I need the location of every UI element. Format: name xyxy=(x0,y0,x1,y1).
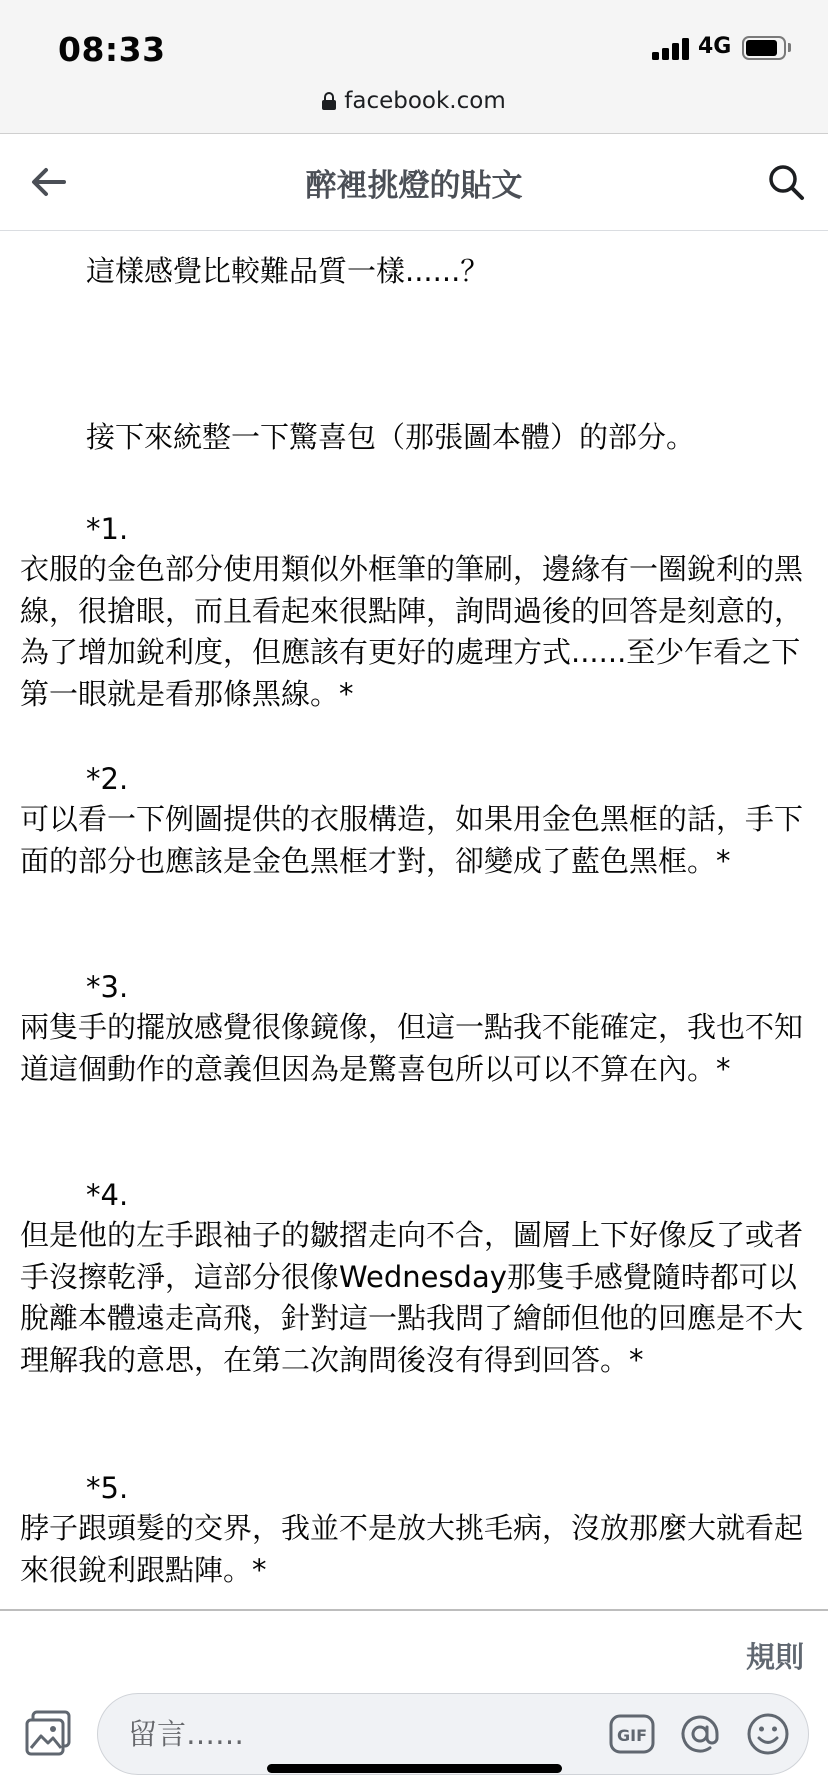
comment-box xyxy=(97,1693,809,1775)
status-bar xyxy=(0,0,828,92)
battery-tip xyxy=(788,43,791,52)
post-content xyxy=(0,232,828,1608)
item-text-4: 但是他的左手跟袖子的皺摺走向不合，圖層上下好像反了或者手沒擦乾淨，這部分很像Wednesday那隻手感覺隨時都可以脫離本體遠走高飛，針對這一點我問了繪師但他的回應是不大理解我的意思，在第二次詢問後沒有得到回答。* xyxy=(20,1218,804,1377)
url-text: facebook.com xyxy=(344,88,506,114)
post-paragraph-intro: 這樣感覺比較難品質一樣......？ xyxy=(86,254,490,288)
photo-icon xyxy=(24,1709,74,1759)
rules-link[interactable]: 規則 xyxy=(745,1640,804,1674)
item-number-1: *1. xyxy=(86,512,129,546)
emoji-icon xyxy=(744,1710,792,1758)
battery-icon xyxy=(742,36,786,60)
item-number-4: *4. xyxy=(86,1178,129,1212)
search-icon xyxy=(767,163,805,201)
item-number-3: *3. xyxy=(86,970,129,1004)
gif-icon xyxy=(608,1710,656,1758)
home-indicator xyxy=(267,1764,562,1773)
svg-text:GIF: GIF xyxy=(616,1726,648,1745)
at-sign-icon xyxy=(676,1710,724,1758)
lock-icon xyxy=(322,92,336,110)
search-button[interactable] xyxy=(762,158,810,206)
item-text-3: 兩隻手的擺放感覺很像鏡像，但這一點我不能確定，我也不知道這個動作的意義但因為是驚喜包所以可以不算在內。* xyxy=(20,1010,804,1086)
emoji-button[interactable] xyxy=(744,1710,792,1758)
item-text-5: 脖子跟頭髮的交界，我並不是放大挑毛病，沒放那麼大就看起來很銳利跟點陣。* xyxy=(20,1511,804,1587)
page-title: 醉裡挑燈的貼文 xyxy=(305,168,523,204)
network-type: 4G xyxy=(698,34,732,59)
item-text-2: 可以看一下例圖提供的衣服構造，如果用金色黑框的話，手下面的部分也應該是金色黑框才對，卻變成了藍色黑框。* xyxy=(20,802,804,878)
arrow-left-icon xyxy=(30,167,66,197)
item-number-5: *5. xyxy=(86,1471,129,1505)
photo-button[interactable] xyxy=(24,1709,74,1759)
item-text-1: 衣服的金色部分使用類似外框筆的筆刷，邊緣有一圈銳利的黑線，很搶眼，而且看起來很點陣，詢問過後的回答是刻意的，為了增加銳利度，但應該有更好的處理方式......至少乍看之下第一眼就是看那條黑線。* xyxy=(20,552,804,711)
post-paragraph-summary: 接下來統整一下驚喜包（那張圖本體）的部分。 xyxy=(86,420,696,454)
gif-button[interactable] xyxy=(608,1710,656,1758)
signal-strength-icon xyxy=(652,38,690,60)
status-time: 08:33 xyxy=(58,30,166,69)
mention-button[interactable] xyxy=(676,1710,724,1758)
item-number-2: *2. xyxy=(86,762,129,796)
comment-input[interactable] xyxy=(128,1694,588,1774)
page-header xyxy=(0,134,828,231)
back-button[interactable] xyxy=(24,158,72,206)
browser-url-bar[interactable] xyxy=(0,84,828,134)
